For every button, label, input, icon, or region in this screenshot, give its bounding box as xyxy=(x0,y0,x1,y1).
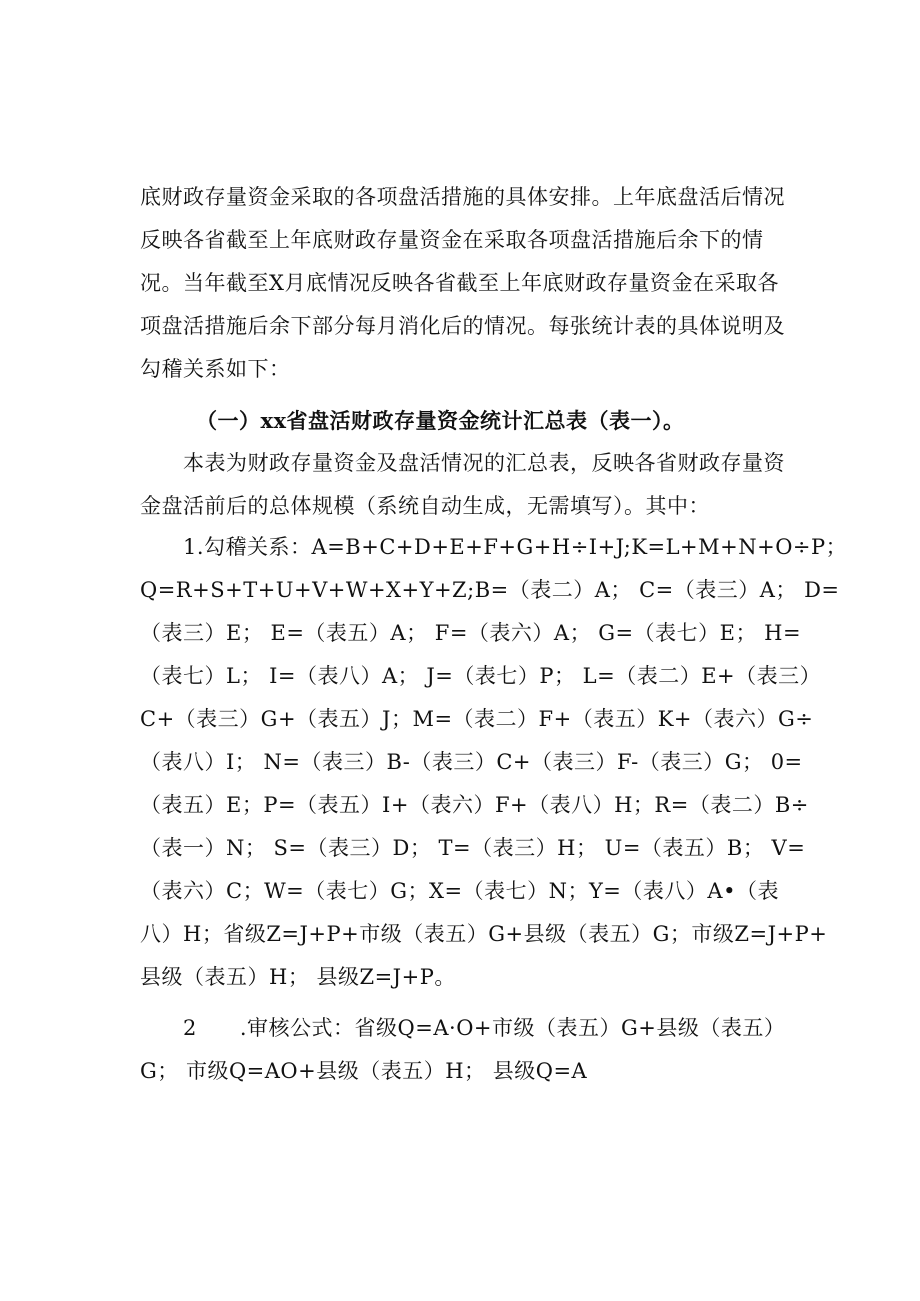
formula-line: C+（表三）G+（表五）J；M=（表二）F+（表五）K+（表六）G÷ xyxy=(140,707,814,731)
audit-formula-paragraph xyxy=(140,1007,800,1093)
intro-line: 项盘活措施后余下部分每月消化后的情况。每张统计表的具体说明及 xyxy=(140,314,785,338)
section-heading-text: （一）xx省盘活财政存量资金统计汇总表（表一）。 xyxy=(196,408,685,433)
reconciliation-formula-paragraph xyxy=(140,526,848,999)
description-line: 本表为财政存量资金及盘活情况的汇总表，反映各省财政存量资 xyxy=(140,451,785,475)
audit-line: 2 .审核公式：省级Q=A·O+市级（表五）G+县级（表五） xyxy=(140,1016,786,1040)
formula-line: （表六）C；W=（表七）G；X=（表七）N；Y=（表八）A•（表 xyxy=(140,879,779,903)
intro-paragraph xyxy=(140,176,800,391)
formula-line: （表一）N； S=（表三）D； T=（表三）H； U=（表五）B； V= xyxy=(140,836,806,860)
formula-line: 八）H；省级Z=J+P+市级（表五）G+县级（表五）G；市级Z=J+P+ xyxy=(140,922,828,946)
formula-line: （表三）E； E=（表五）A； F=（表六）A； G=（表七）E； H= xyxy=(140,621,802,645)
description-line: 金盘活前后的总体规模（系统自动生成，无需填写）。其中： xyxy=(140,494,710,518)
formula-line: （表七）L； I=（表八）A； J=（表七）P； L=（表二）E+（表三） xyxy=(140,664,822,688)
description-paragraph xyxy=(140,442,800,528)
intro-line: 反映各省截至上年底财政存量资金在采取各项盘活措施后余下的情 xyxy=(140,228,764,252)
audit-line: G； 市级Q=AO+县级（表五）H； 县级Q=A xyxy=(140,1059,588,1083)
formula-line: （表八）I； N=（表三）B-（表三）C+（表三）F-（表三）G； 0= xyxy=(140,750,803,774)
intro-line: 况。当年截至X月底情况反映各省截至上年底财政存量资金在采取各 xyxy=(140,271,779,295)
section-heading xyxy=(196,399,856,442)
formula-line: 1.勾稽关系：A=B+C+D+E+F+G+H÷I+J;K=L+M+N+O÷P； xyxy=(140,535,848,559)
formula-line: Q=R+S+T+U+V+W+X+Y+Z;B=（表二）A； C=（表三）A； D= xyxy=(140,578,840,602)
intro-line: 底财政存量资金采取的各项盘活措施的具体安排。上年底盘活后情况 xyxy=(140,185,785,209)
intro-line: 勾稽关系如下： xyxy=(140,357,291,381)
formula-line: 县级（表五）H； 县级Z=J+P。 xyxy=(140,965,456,989)
formula-line: （表五）E；P=（表五）I+（表六）F+（表八）H；R=（表二）B÷ xyxy=(140,793,809,817)
